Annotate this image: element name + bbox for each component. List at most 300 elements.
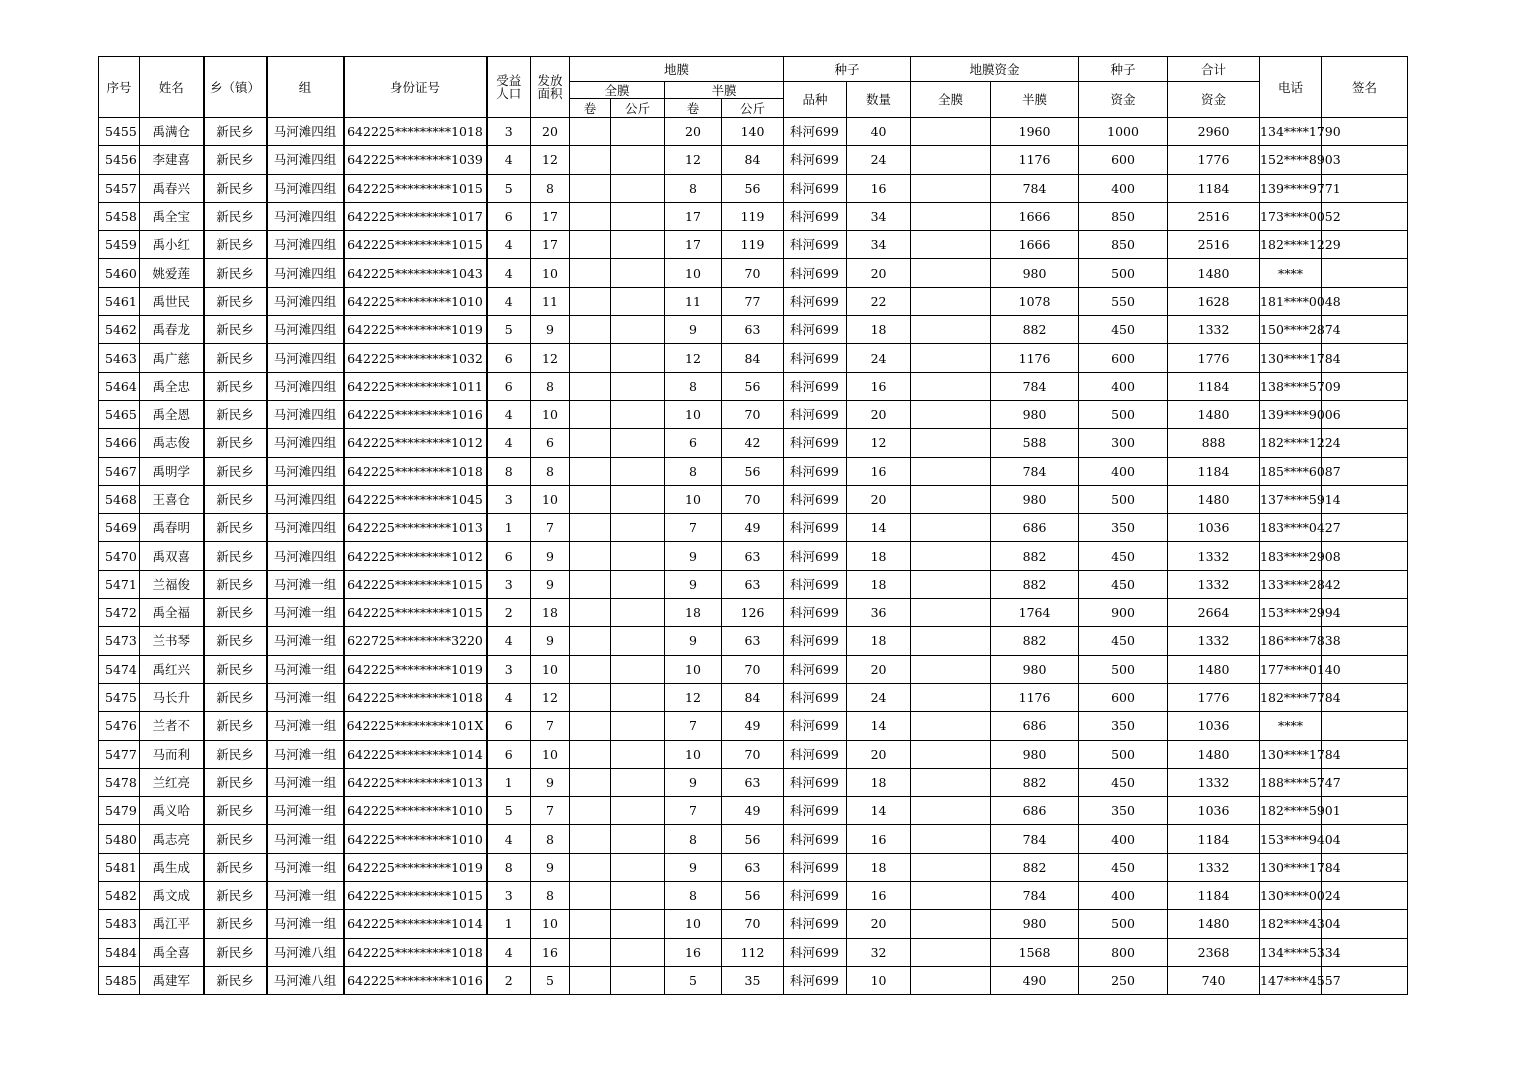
cell-half-kg: 84	[722, 344, 784, 372]
cell-half-film-funds: 980	[991, 740, 1079, 768]
cell-full-kg	[611, 797, 665, 825]
cell-seed-funds: 400	[1079, 457, 1168, 485]
cell-half-kg: 49	[722, 712, 784, 740]
cell-variety: 科河699	[784, 825, 847, 853]
cell-phone: 152****8903	[1260, 146, 1322, 174]
cell-seed-funds: 450	[1079, 542, 1168, 570]
cell-variety: 科河699	[784, 882, 847, 910]
cell-beneficiary-population: 2	[487, 966, 531, 994]
cell-half-roll: 8	[665, 882, 722, 910]
cell-total-funds: 1332	[1168, 570, 1260, 598]
cell-issued-area: 12	[531, 146, 570, 174]
cell-quantity: 16	[847, 174, 911, 202]
cell-issued-area: 18	[531, 599, 570, 627]
cell-phone: 133****2842	[1260, 570, 1322, 598]
cell-beneficiary-population: 3	[487, 485, 531, 513]
cell-total-funds: 1480	[1168, 259, 1260, 287]
cell-name: 禹满仓	[140, 118, 204, 146]
cell-full-kg	[611, 457, 665, 485]
cell-signature	[1322, 712, 1408, 740]
cell-half-film-funds: 1176	[991, 146, 1079, 174]
cell-total-funds: 1184	[1168, 882, 1260, 910]
cell-township: 新民乡	[204, 316, 267, 344]
cell-total-funds: 1332	[1168, 768, 1260, 796]
cell-full-kg	[611, 485, 665, 513]
cell-phone: 188****5747	[1260, 768, 1322, 796]
cell-full-kg	[611, 174, 665, 202]
header-seed-funds-top: 种子	[1079, 57, 1168, 82]
cell-seed-funds: 900	[1079, 599, 1168, 627]
cell-full-kg	[611, 655, 665, 683]
cell-total-funds: 1184	[1168, 825, 1260, 853]
cell-half-kg: 84	[722, 146, 784, 174]
cell-group: 马河滩四组	[267, 146, 344, 174]
cell-variety: 科河699	[784, 910, 847, 938]
cell-id-number: 642225*********1018	[344, 938, 487, 966]
cell-group: 马河滩四组	[267, 542, 344, 570]
cell-half-roll: 10	[665, 910, 722, 938]
cell-variety: 科河699	[784, 287, 847, 315]
cell-quantity: 20	[847, 910, 911, 938]
cell-half-roll: 7	[665, 712, 722, 740]
header-funds-full-film: 全膜	[911, 82, 991, 118]
cell-phone: 130****0024	[1260, 882, 1322, 910]
cell-quantity: 16	[847, 882, 911, 910]
cell-township: 新民乡	[204, 910, 267, 938]
cell-beneficiary-population: 3	[487, 882, 531, 910]
cell-full-roll	[570, 429, 611, 457]
cell-seq: 5467	[99, 457, 140, 485]
cell-name: 禹全宝	[140, 202, 204, 230]
cell-seq: 5465	[99, 400, 140, 428]
cell-half-kg: 63	[722, 542, 784, 570]
cell-seq: 5477	[99, 740, 140, 768]
cell-half-film-funds: 1960	[991, 118, 1079, 146]
cell-group: 马河滩一组	[267, 712, 344, 740]
cell-half-roll: 8	[665, 372, 722, 400]
cell-total-funds: 1628	[1168, 287, 1260, 315]
cell-total-funds: 1184	[1168, 372, 1260, 400]
cell-half-film-funds: 1764	[991, 599, 1079, 627]
cell-beneficiary-population: 4	[487, 683, 531, 711]
cell-total-funds: 2664	[1168, 599, 1260, 627]
header-total-funds: 资金	[1168, 82, 1260, 118]
cell-quantity: 12	[847, 429, 911, 457]
cell-township: 新民乡	[204, 259, 267, 287]
cell-township: 新民乡	[204, 570, 267, 598]
cell-half-film-funds: 784	[991, 174, 1079, 202]
cell-quantity: 14	[847, 514, 911, 542]
cell-phone: 139****9771	[1260, 174, 1322, 202]
cell-quantity: 16	[847, 372, 911, 400]
cell-half-kg: 63	[722, 853, 784, 881]
cell-full-kg	[611, 683, 665, 711]
cell-variety: 科河699	[784, 344, 847, 372]
cell-beneficiary-population: 6	[487, 712, 531, 740]
header-full-kg: 公斤	[611, 99, 665, 118]
cell-id-number: 642225*********1013	[344, 514, 487, 542]
cell-variety: 科河699	[784, 853, 847, 881]
cell-full-kg	[611, 712, 665, 740]
cell-quantity: 34	[847, 231, 911, 259]
cell-issued-area: 10	[531, 485, 570, 513]
cell-group: 马河滩四组	[267, 259, 344, 287]
header-beneficiary-population: 受益人口	[487, 57, 531, 118]
cell-group: 马河滩一组	[267, 910, 344, 938]
cell-name: 禹双喜	[140, 542, 204, 570]
table-row	[99, 853, 1408, 881]
header-half-film: 半膜	[665, 82, 784, 99]
cell-half-film-funds: 882	[991, 627, 1079, 655]
cell-issued-area: 16	[531, 938, 570, 966]
cell-total-funds: 2516	[1168, 231, 1260, 259]
table-row	[99, 910, 1408, 938]
cell-issued-area: 17	[531, 202, 570, 230]
table-row	[99, 316, 1408, 344]
cell-township: 新民乡	[204, 712, 267, 740]
cell-township: 新民乡	[204, 118, 267, 146]
cell-township: 新民乡	[204, 146, 267, 174]
cell-phone: 182****4304	[1260, 910, 1322, 938]
cell-full-roll	[570, 259, 611, 287]
cell-group: 马河滩一组	[267, 853, 344, 881]
cell-half-kg: 70	[722, 655, 784, 683]
cell-seed-funds: 550	[1079, 287, 1168, 315]
distribution-table	[98, 56, 1408, 995]
cell-half-kg: 112	[722, 938, 784, 966]
cell-seq: 5481	[99, 853, 140, 881]
cell-beneficiary-population: 6	[487, 740, 531, 768]
cell-variety: 科河699	[784, 570, 847, 598]
cell-quantity: 16	[847, 825, 911, 853]
header-mulch-funds: 地膜资金	[911, 57, 1079, 82]
table-row	[99, 372, 1408, 400]
cell-half-kg: 140	[722, 118, 784, 146]
cell-phone: 183****0427	[1260, 514, 1322, 542]
cell-seed-funds: 250	[1079, 966, 1168, 994]
cell-group: 马河滩四组	[267, 429, 344, 457]
cell-seed-funds: 350	[1079, 712, 1168, 740]
cell-full-kg	[611, 768, 665, 796]
table-row	[99, 287, 1408, 315]
cell-quantity: 34	[847, 202, 911, 230]
cell-full-film-funds	[911, 457, 991, 485]
cell-full-kg	[611, 118, 665, 146]
cell-seq: 5461	[99, 287, 140, 315]
cell-phone: 130****1784	[1260, 344, 1322, 372]
cell-beneficiary-population: 4	[487, 400, 531, 428]
cell-beneficiary-population: 4	[487, 825, 531, 853]
cell-township: 新民乡	[204, 542, 267, 570]
cell-phone: 186****7838	[1260, 627, 1322, 655]
cell-issued-area: 9	[531, 768, 570, 796]
cell-total-funds: 1776	[1168, 146, 1260, 174]
cell-quantity: 32	[847, 938, 911, 966]
cell-seq: 5476	[99, 712, 140, 740]
cell-phone: 134****5334	[1260, 938, 1322, 966]
cell-id-number: 642225*********1019	[344, 316, 487, 344]
cell-group: 马河滩四组	[267, 231, 344, 259]
cell-group: 马河滩四组	[267, 400, 344, 428]
cell-seq: 5466	[99, 429, 140, 457]
cell-seq: 5479	[99, 797, 140, 825]
cell-quantity: 20	[847, 259, 911, 287]
cell-id-number: 642225*********1018	[344, 118, 487, 146]
cell-total-funds: 1480	[1168, 910, 1260, 938]
cell-issued-area: 5	[531, 966, 570, 994]
cell-half-roll: 7	[665, 797, 722, 825]
cell-seq: 5462	[99, 316, 140, 344]
cell-beneficiary-population: 3	[487, 570, 531, 598]
cell-seq: 5459	[99, 231, 140, 259]
cell-half-kg: 56	[722, 825, 784, 853]
cell-variety: 科河699	[784, 485, 847, 513]
cell-quantity: 36	[847, 599, 911, 627]
cell-full-film-funds	[911, 542, 991, 570]
cell-half-film-funds: 980	[991, 485, 1079, 513]
cell-id-number: 642225*********1010	[344, 825, 487, 853]
header-name: 姓名	[140, 57, 204, 118]
cell-full-roll	[570, 627, 611, 655]
cell-half-kg: 70	[722, 259, 784, 287]
cell-seq: 5455	[99, 118, 140, 146]
cell-full-kg	[611, 882, 665, 910]
cell-total-funds: 2516	[1168, 202, 1260, 230]
cell-group: 马河滩四组	[267, 372, 344, 400]
cell-name: 禹明学	[140, 457, 204, 485]
cell-half-roll: 20	[665, 118, 722, 146]
cell-seed-funds: 400	[1079, 174, 1168, 202]
cell-full-film-funds	[911, 966, 991, 994]
cell-group: 马河滩八组	[267, 966, 344, 994]
cell-issued-area: 10	[531, 740, 570, 768]
cell-quantity: 20	[847, 740, 911, 768]
cell-group: 马河滩一组	[267, 825, 344, 853]
cell-half-roll: 5	[665, 966, 722, 994]
cell-beneficiary-population: 1	[487, 514, 531, 542]
cell-id-number: 642225*********1015	[344, 882, 487, 910]
header-quantity: 数量	[847, 82, 911, 118]
cell-township: 新民乡	[204, 400, 267, 428]
cell-name: 李建喜	[140, 146, 204, 174]
cell-id-number: 642225*********1039	[344, 146, 487, 174]
cell-id-number: 642225*********101X	[344, 712, 487, 740]
cell-group: 马河滩一组	[267, 797, 344, 825]
cell-quantity: 18	[847, 542, 911, 570]
cell-half-roll: 17	[665, 231, 722, 259]
cell-half-roll: 9	[665, 316, 722, 344]
cell-half-film-funds: 882	[991, 853, 1079, 881]
cell-seed-funds: 450	[1079, 570, 1168, 598]
table-row	[99, 825, 1408, 853]
cell-full-roll	[570, 485, 611, 513]
cell-quantity: 18	[847, 570, 911, 598]
cell-signature	[1322, 259, 1408, 287]
cell-issued-area: 12	[531, 683, 570, 711]
table-row	[99, 231, 1408, 259]
cell-variety: 科河699	[784, 712, 847, 740]
cell-id-number: 642225*********1015	[344, 174, 487, 202]
cell-group: 马河滩四组	[267, 287, 344, 315]
cell-half-film-funds: 588	[991, 429, 1079, 457]
cell-issued-area: 8	[531, 174, 570, 202]
cell-issued-area: 10	[531, 910, 570, 938]
cell-half-film-funds: 1568	[991, 938, 1079, 966]
cell-issued-area: 7	[531, 514, 570, 542]
cell-half-kg: 35	[722, 966, 784, 994]
cell-full-roll	[570, 146, 611, 174]
cell-id-number: 642225*********1032	[344, 344, 487, 372]
cell-full-kg	[611, 542, 665, 570]
cell-seed-funds: 350	[1079, 797, 1168, 825]
cell-seq: 5460	[99, 259, 140, 287]
cell-full-kg	[611, 202, 665, 230]
cell-issued-area: 9	[531, 542, 570, 570]
cell-township: 新民乡	[204, 287, 267, 315]
cell-quantity: 18	[847, 627, 911, 655]
cell-half-kg: 49	[722, 797, 784, 825]
cell-half-film-funds: 784	[991, 825, 1079, 853]
cell-seed-funds: 400	[1079, 882, 1168, 910]
cell-phone: 138****5709	[1260, 372, 1322, 400]
cell-issued-area: 11	[531, 287, 570, 315]
table-row	[99, 655, 1408, 683]
cell-full-film-funds	[911, 316, 991, 344]
cell-seed-funds: 600	[1079, 683, 1168, 711]
cell-id-number: 642225*********1018	[344, 457, 487, 485]
table-row	[99, 938, 1408, 966]
cell-full-roll	[570, 910, 611, 938]
cell-beneficiary-population: 4	[487, 231, 531, 259]
cell-quantity: 18	[847, 853, 911, 881]
cell-full-roll	[570, 882, 611, 910]
cell-seed-funds: 500	[1079, 485, 1168, 513]
table-row	[99, 202, 1408, 230]
cell-half-film-funds: 1666	[991, 231, 1079, 259]
cell-variety: 科河699	[784, 514, 847, 542]
cell-half-kg: 126	[722, 599, 784, 627]
cell-issued-area: 17	[531, 231, 570, 259]
cell-id-number: 642225*********1013	[344, 768, 487, 796]
header-funds-half-film: 半膜	[991, 82, 1079, 118]
cell-seed-funds: 600	[1079, 146, 1168, 174]
header-issued-area: 发放面积	[531, 57, 570, 118]
table-row	[99, 882, 1408, 910]
cell-full-roll	[570, 457, 611, 485]
cell-name: 兰福俊	[140, 570, 204, 598]
cell-group: 马河滩四组	[267, 118, 344, 146]
cell-full-kg	[611, 231, 665, 259]
cell-half-roll: 10	[665, 259, 722, 287]
cell-issued-area: 20	[531, 118, 570, 146]
cell-half-roll: 9	[665, 627, 722, 655]
cell-half-kg: 70	[722, 910, 784, 938]
cell-quantity: 40	[847, 118, 911, 146]
cell-quantity: 20	[847, 655, 911, 683]
header-full-film: 全膜	[570, 82, 665, 99]
cell-full-film-funds	[911, 910, 991, 938]
cell-full-film-funds	[911, 259, 991, 287]
cell-name: 禹广慈	[140, 344, 204, 372]
cell-full-film-funds	[911, 882, 991, 910]
cell-full-roll	[570, 570, 611, 598]
cell-township: 新民乡	[204, 768, 267, 796]
header-id-number: 身份证号	[344, 57, 487, 118]
cell-full-film-funds	[911, 740, 991, 768]
cell-full-kg	[611, 966, 665, 994]
cell-township: 新民乡	[204, 599, 267, 627]
cell-seq: 5471	[99, 570, 140, 598]
header-seq: 序号	[99, 57, 140, 118]
table-row	[99, 429, 1408, 457]
cell-half-kg: 119	[722, 202, 784, 230]
cell-half-kg: 84	[722, 683, 784, 711]
cell-beneficiary-population: 3	[487, 655, 531, 683]
cell-full-kg	[611, 514, 665, 542]
cell-half-kg: 49	[722, 514, 784, 542]
cell-seq: 5470	[99, 542, 140, 570]
cell-half-kg: 63	[722, 570, 784, 598]
cell-beneficiary-population: 4	[487, 259, 531, 287]
cell-half-roll: 12	[665, 683, 722, 711]
cell-group: 马河滩四组	[267, 316, 344, 344]
cell-total-funds: 1332	[1168, 853, 1260, 881]
cell-group: 马河滩八组	[267, 938, 344, 966]
cell-group: 马河滩一组	[267, 599, 344, 627]
cell-name: 兰书琴	[140, 627, 204, 655]
cell-township: 新民乡	[204, 202, 267, 230]
cell-half-film-funds: 882	[991, 316, 1079, 344]
cell-seed-funds: 500	[1079, 655, 1168, 683]
table-row	[99, 344, 1408, 372]
cell-variety: 科河699	[784, 966, 847, 994]
cell-full-roll	[570, 853, 611, 881]
cell-name: 禹江平	[140, 910, 204, 938]
cell-issued-area: 12	[531, 344, 570, 372]
cell-phone: ****	[1260, 259, 1322, 287]
table-row	[99, 768, 1408, 796]
cell-name: 禹红兴	[140, 655, 204, 683]
cell-name: 禹全福	[140, 599, 204, 627]
cell-phone: 130****1784	[1260, 853, 1322, 881]
cell-full-film-funds	[911, 231, 991, 259]
cell-full-kg	[611, 825, 665, 853]
cell-seed-funds: 600	[1079, 344, 1168, 372]
cell-group: 马河滩四组	[267, 174, 344, 202]
cell-variety: 科河699	[784, 768, 847, 796]
cell-group: 马河滩四组	[267, 485, 344, 513]
cell-issued-area: 10	[531, 400, 570, 428]
cell-total-funds: 1036	[1168, 712, 1260, 740]
cell-beneficiary-population: 4	[487, 938, 531, 966]
cell-quantity: 18	[847, 768, 911, 796]
cell-name: 王喜仓	[140, 485, 204, 513]
cell-variety: 科河699	[784, 599, 847, 627]
cell-full-kg	[611, 344, 665, 372]
cell-full-roll	[570, 599, 611, 627]
cell-township: 新民乡	[204, 514, 267, 542]
cell-issued-area: 8	[531, 882, 570, 910]
cell-phone: 147****4557	[1260, 966, 1322, 994]
cell-half-kg: 63	[722, 627, 784, 655]
cell-name: 禹文成	[140, 882, 204, 910]
cell-township: 新民乡	[204, 372, 267, 400]
cell-full-film-funds	[911, 853, 991, 881]
cell-variety: 科河699	[784, 542, 847, 570]
table-row	[99, 542, 1408, 570]
cell-half-roll: 10	[665, 400, 722, 428]
cell-quantity: 10	[847, 966, 911, 994]
